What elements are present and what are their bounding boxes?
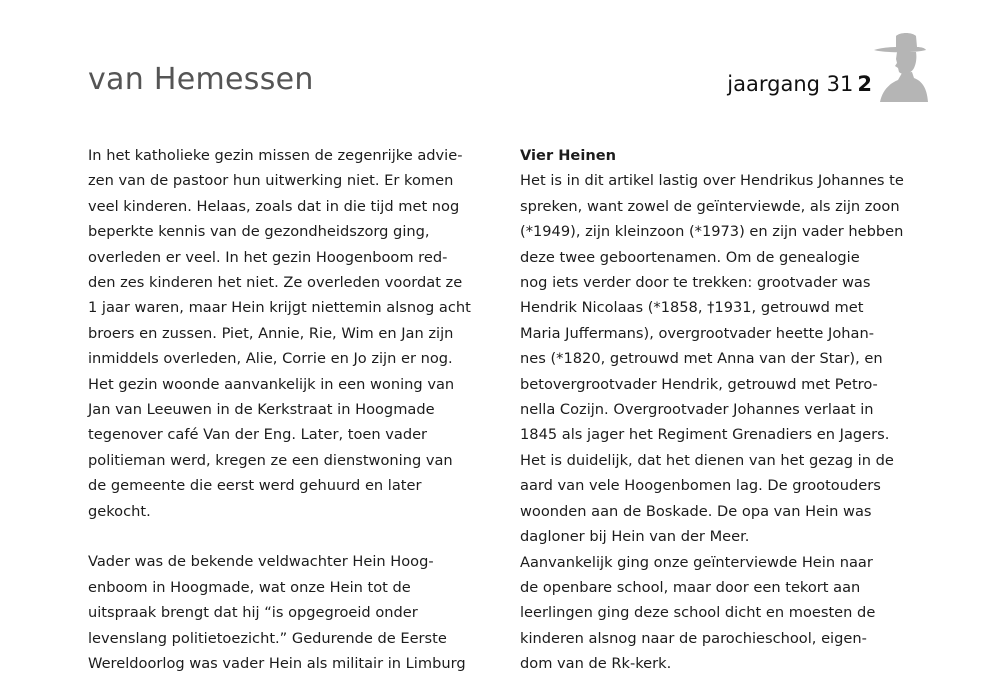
text-line: Aanvankelijk ging onze geïnterviewde Hein naar — [520, 553, 873, 571]
text-line: tegenover café Van der Eng. Later, toen vader — [88, 426, 428, 444]
text-line: deze twee geboortenamen. Om de genealogie — [520, 248, 860, 266]
text-line: aard van vele Hoogenbomen lag. De grootouders — [520, 477, 881, 495]
text-line: de openbare school, maar door een tekort aan — [520, 578, 861, 596]
hat-man-silhouette-icon — [866, 28, 928, 102]
text-line: nog iets verder door te trekken: grootvader was — [520, 274, 871, 292]
text-line: uitspraak brengt dat hij “is opgegroeid onder — [88, 604, 418, 622]
text-line: leerlingen ging deze school dicht en moesten de — [520, 604, 876, 622]
text-line: Het is in dit artikel lastig over Hendrikus Johannes te — [520, 172, 904, 190]
text-line: inmiddels overleden, Alie, Corrie en Jo zijn er nog. — [88, 350, 453, 368]
text-line: In het katholieke gezin missen de zegenrijke advie- — [88, 147, 463, 164]
text-line: enboom in Hoogmade, wat onze Hein tot de — [88, 578, 411, 596]
text-line: nella Cozijn. Overgrootvader Johannes verlaat in — [520, 401, 874, 419]
section-heading: Vier Heinen — [520, 147, 617, 164]
page-number: 2 — [857, 72, 872, 96]
text-line: dom van de Rk-kerk. — [520, 655, 672, 673]
text-line: levenslang politietoezicht.” Gedurende de Eerste — [88, 629, 447, 647]
text-line: overleden er veel. In het gezin Hoogenboom red- — [88, 248, 448, 266]
text-line: den zes kinderen het niet. Ze overleden voordat ze — [88, 274, 463, 292]
text-line: dagloner bij Hein van der Meer. — [520, 528, 750, 546]
text-line: gekocht. — [88, 502, 151, 520]
text-line: beperkte kennis van de gezondheidszorg ging, — [88, 223, 430, 241]
text-line: Jan van Leeuwen in de Kerkstraat in Hoogmade — [88, 401, 435, 419]
text-line: Wereldoorlog was vader Hein als militair in Limburg — [88, 655, 466, 673]
text-line: (*1949), zijn kleinzoon (*1973) en zijn vader hebben — [520, 223, 904, 241]
text-line: Maria Juffermans), overgrootvader heette Johan- — [520, 324, 874, 342]
text-line: 1845 als jager het Regiment Grenadiers en Jagers. — [520, 426, 890, 444]
volume-label: jaargang 31 — [727, 72, 854, 96]
text-line: nes (*1820, getrouwd met Anna van der Star), en — [520, 350, 883, 368]
paragraph-family — [88, 143, 473, 524]
text-line: broers en zussen. Piet, Annie, Rie, Wim en Jan zijn — [88, 324, 454, 342]
right-column — [520, 143, 905, 677]
text-line: kinderen alsnog naar de parochieschool, eigen- — [520, 629, 867, 647]
text-line: spreken, want zowel de geïnterviewde, als zijn zoon — [520, 197, 900, 215]
text-line: zen van de pastoor hun uitwerking niet. Er komen — [88, 172, 454, 190]
text-line: Vader was de bekende veldwachter Hein Hoog- — [88, 553, 434, 571]
text-line: veel kinderen. Helaas, zoals dat in die tijd met nog — [88, 197, 460, 215]
paragraph-spacer — [88, 524, 473, 549]
family-name-title: van Hemessen — [88, 62, 314, 97]
text-line: Het is duidelijk, dat het dienen van het gezag in de — [520, 451, 894, 469]
text-line: de gemeente die eerst werd gehuurd en later — [88, 477, 422, 495]
text-line: politieman werd, kregen ze een dienstwoning van — [88, 451, 453, 469]
text-line: Hendrik Nicolaas (*1858, †1931, getrouwd met — [520, 299, 864, 317]
paragraph-father — [88, 549, 473, 676]
volume-and-page — [727, 72, 872, 96]
text-line: Het gezin woonde aanvankelijk in een woning van — [88, 375, 455, 393]
text-line: 1 jaar waren, maar Hein krijgt niettemin alsnog acht — [88, 299, 471, 317]
left-column — [88, 143, 473, 677]
text-line: betovergrootvader Hendrik, getrouwd met Petro- — [520, 375, 878, 393]
text-line: woonden aan de Boskade. De opa van Hein was — [520, 502, 872, 520]
